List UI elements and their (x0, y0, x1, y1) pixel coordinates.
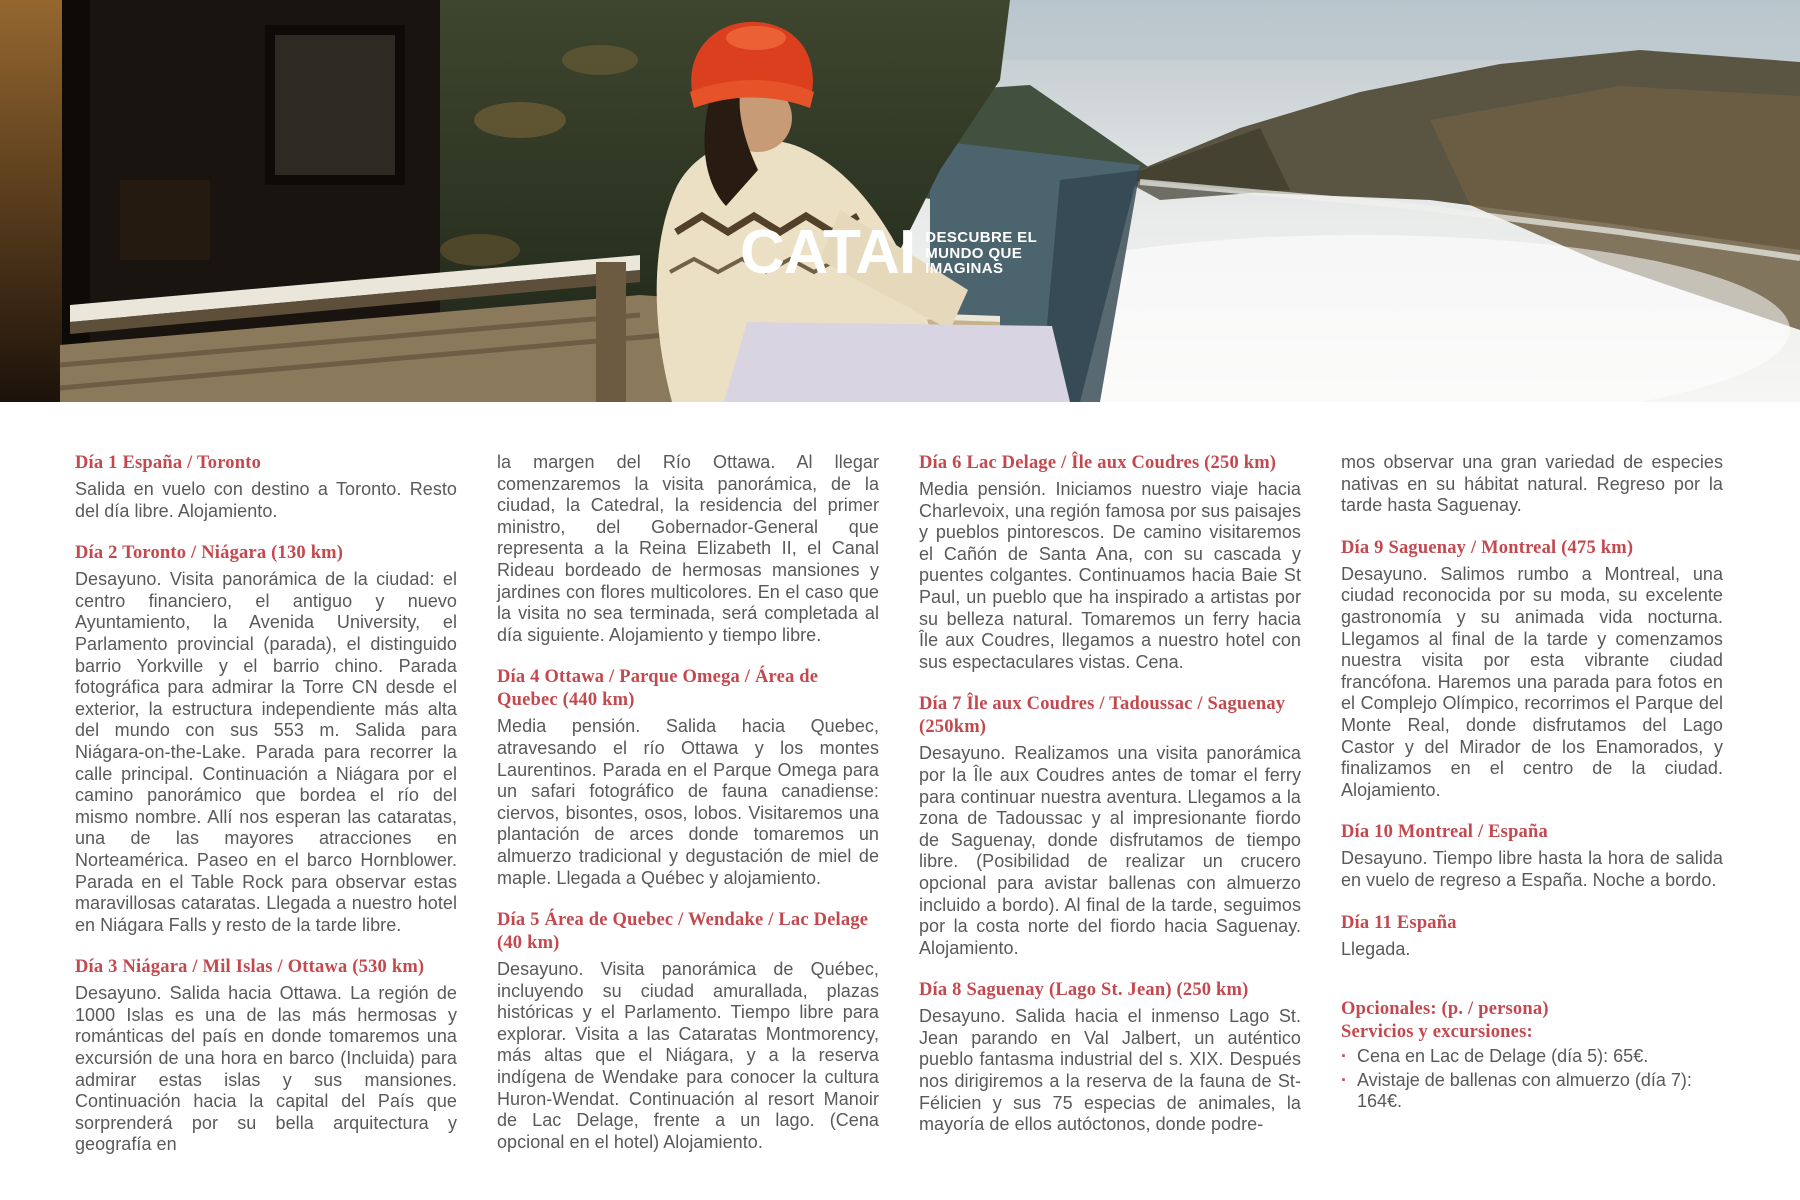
day-8-paragraph-continued: mos observar una gran variedad de especies nativas en su hábitat natural. Regreso por la tarde hasta Saguenay. (1341, 452, 1723, 516)
tagline-line: IMAGINAS (925, 260, 1004, 277)
bullet-icon: · (1341, 1069, 1347, 1090)
day-3-paragraph: Desayuno. Salida hacia Ottawa. La región de 1000 Islas es una de las más hermosas y románticas del país en donde tomaremos una excursión de una hora en barco (Incluida) para admirar estas islas y sus mansiones. Continuación hacia la capital del País que sorprenderá por su bella arquitectura y geografía en (75, 983, 457, 1155)
cabin-window (270, 30, 400, 180)
railing-post (596, 262, 626, 402)
optionals-title: Opcionales: (p. / persona) (1341, 999, 1549, 1020)
hero-photo-illustration (0, 0, 1800, 402)
day-2-heading: Día 2 Toronto / Niágara (130 km) (75, 543, 344, 564)
day-9-paragraph: Desayuno. Salimos rumbo a Montreal, una ciudad reconocida por su moda, su excelente gastronomía y su animada vida nocturna. Llegamos al final de la tarde y comenzamos nuestra visita por esta vibrante ciudad francófona. Haremos una parada para fotos en el Complejo Olímpico, recorrimos el Parque del Monte Real, donde disfrutamos del Lago Castor y del Mirador de los Enamorados, y finalizamos en el centro de la ciudad. Alojamiento. (1341, 563, 1723, 800)
bullet-icon: · (1341, 1046, 1347, 1067)
red-beanie-highlight (726, 26, 786, 50)
day-6-heading: Día 6 Lac Delage / Île aux Coudres (250 km) (919, 453, 1277, 473)
day-3-heading: Día 3 Niágara / Mil Islas / Ottawa (530 km) (75, 957, 425, 978)
autumn-trees (562, 45, 638, 75)
day-6-paragraph: Media pensión. Iniciamos nuestro viaje hacia Charlevoix, una región famosa por sus paisajes y pueblos pintorescos. De camino visitaremos el Cañón de Santa Ana, con su cascada y puentes colgantes. Continuamos hacia Baie St Paul, un pueblo que ha inspirado a artistas por su belleza natural. Tomaremos un ferry hacia Île aux Coudres, llegamos a nuestro hotel con sus espectaculares vistas. Cena. (919, 479, 1301, 672)
itinerary-column-1 (75, 452, 457, 1156)
tagline-line: MUNDO QUE (925, 244, 1023, 262)
day-3-paragraph-continued: la margen del Río Ottawa. Al llegar comenzaremos la visita panorámica, de la ciudad, la Catedral, la residencia del primer ministro, del Gobernador-General que representa a la Reina Elizabeth II, el Canal Rideau bordeado de hermosas mansiones y jardines con flores multicolores. En el caso que la visita no sea terminada, será completada al día siguiente. Alojamiento y tiempo libre. (497, 452, 879, 645)
day-8-paragraph: Desayuno. Salida hacia el inmenso Lago St. Jean parando en Val Jalbert, un auténtico pueblo fantasma industrial del s. XIX. Después nos dirigiremos a la reserva de la fauna de St-Félicien y sus 75 especias de animales, la mayoría de ellos autóctonos, donde podre- (919, 1006, 1301, 1135)
optional-item (1341, 1070, 1723, 1113)
hero-image (0, 0, 1800, 402)
autumn-trees (440, 234, 520, 266)
itinerary-column-4 (1341, 452, 1723, 1156)
autumn-trees (474, 102, 566, 138)
day-4-paragraph: Media pensión. Salida hacia Quebec, atravesando el río Ottawa y los montes Laurentinos. Parada en el Parque Omega para un safari fotográfico de fauna canadiense: ciervos, bisontes, osos, lobos. Visitaremos una plantación de arces donde tomaremos un almuerzo tradicional y degustación de miel de maple. Llegada a Québec y alojamiento. (497, 716, 879, 888)
tagline-line: DESCUBRE EL (925, 229, 1038, 246)
optional-item-text: Cena en Lac de Delage (día 5): 65€. (1357, 1046, 1649, 1067)
catai-logo: CATAI (740, 218, 916, 287)
day-9-heading: Día 9 Saguenay / Montreal (475 km) (1341, 537, 1634, 558)
day-1-heading: Día 1 España / Toronto (75, 453, 262, 473)
cabin-beam (62, 0, 90, 402)
catai-tagline (925, 230, 1037, 277)
day-8-heading: Día 8 Saguenay (Lago St. Jean) (250 km) (919, 980, 1249, 1001)
itinerary-column-2 (497, 452, 879, 1156)
day-11-heading: Día 11 España (1341, 912, 1457, 933)
day-7-heading: Día 7 Île aux Coudres / Tadoussac / Saguenay (250km) (919, 694, 1286, 738)
day-4-heading: Día 4 Ottawa / Parque Omega / Área de Quebec (440 km) (497, 667, 819, 711)
optionals-subtitle: Servicios y excursiones: (1341, 1022, 1533, 1043)
day-1-paragraph: Salida en vuelo con destino a Toronto. Resto del día libre. Alojamiento. (75, 479, 457, 521)
cabin-reflection (120, 180, 210, 260)
optional-item-text: Avistaje de ballenas con almuerzo (día 7): 164€. (1357, 1069, 1692, 1112)
optional-item (1341, 1046, 1723, 1068)
itinerary-column-3 (919, 452, 1301, 1156)
itinerary (75, 452, 1725, 1156)
day-11-paragraph: Llegada. (1341, 938, 1411, 959)
brand-block (740, 218, 1038, 287)
day-5-paragraph: Desayuno. Visita panorámica de Québec, incluyendo su ciudad amurallada, plazas históricas y el Parlamento. Tiempo libre para explorar. Visita a las Cataratas Montmorency, más altas que el Niágara, y a la reserva indígena de Wendake para conocer la cultura Huron-Wendat. Continuación al resort Manoir de Lac Delage, frente a un lago. (Cena opcional en el hotel) Alojamiento. (497, 959, 879, 1152)
day-10-heading: Día 10 Montreal / España (1341, 822, 1548, 843)
day-5-heading: Día 5 Área de Quebec / Wendake / Lac Delage (40 km) (497, 910, 869, 954)
day-10-paragraph: Desayuno. Tiempo libre hasta la hora de salida en vuelo de regreso a España. Noche a bordo. (1341, 848, 1723, 890)
day-2-paragraph: Desayuno. Visita panorámica de la ciudad: el centro financiero, el antiguo y nuevo Ayuntamiento, la Avenida University, el Parlamento provincial (parada), el distinguido barrio Yorkville y el barrio chino. Parada fotográfica para admirar la Torre CN desde el exterior, la estructura independiente más alta del mundo con sus 553 m. Salida para Niágara-on-the-Lake. Parada para recorrer la calle principal. Continuación a Niágara por el camino panorámico que bordea el río del mismo nombre. Allí nos esperan las cataratas, una de las mayores atracciones en Norteamérica. Paseo en el barco Hornblower. Parada en el Table Rock para observar estas maravillosas cataratas. Llegada a nuestro hotel en Niágara Falls y resto de la tarde libre. (75, 569, 457, 935)
day-7-paragraph: Desayuno. Realizamos una visita panorámica por la Île aux Coudres antes de tomar el ferry para continuar nuestra aventura. Llegamos a la zona de Tadoussac y al impresionante fiordo de Saguenay, donde disfrutamos de tiempo libre. (Posibilidad de realizar un crucero opcional para avistar ballenas con almuerzo incluido a bordo). Al final de la tarde, seguimos por la costa norte del fiordo hacia Saguenay. Alojamiento. (919, 743, 1301, 958)
optionals-section (1341, 998, 1723, 1113)
lavender-panel (724, 322, 1070, 402)
cabin-log-glow (0, 0, 62, 402)
